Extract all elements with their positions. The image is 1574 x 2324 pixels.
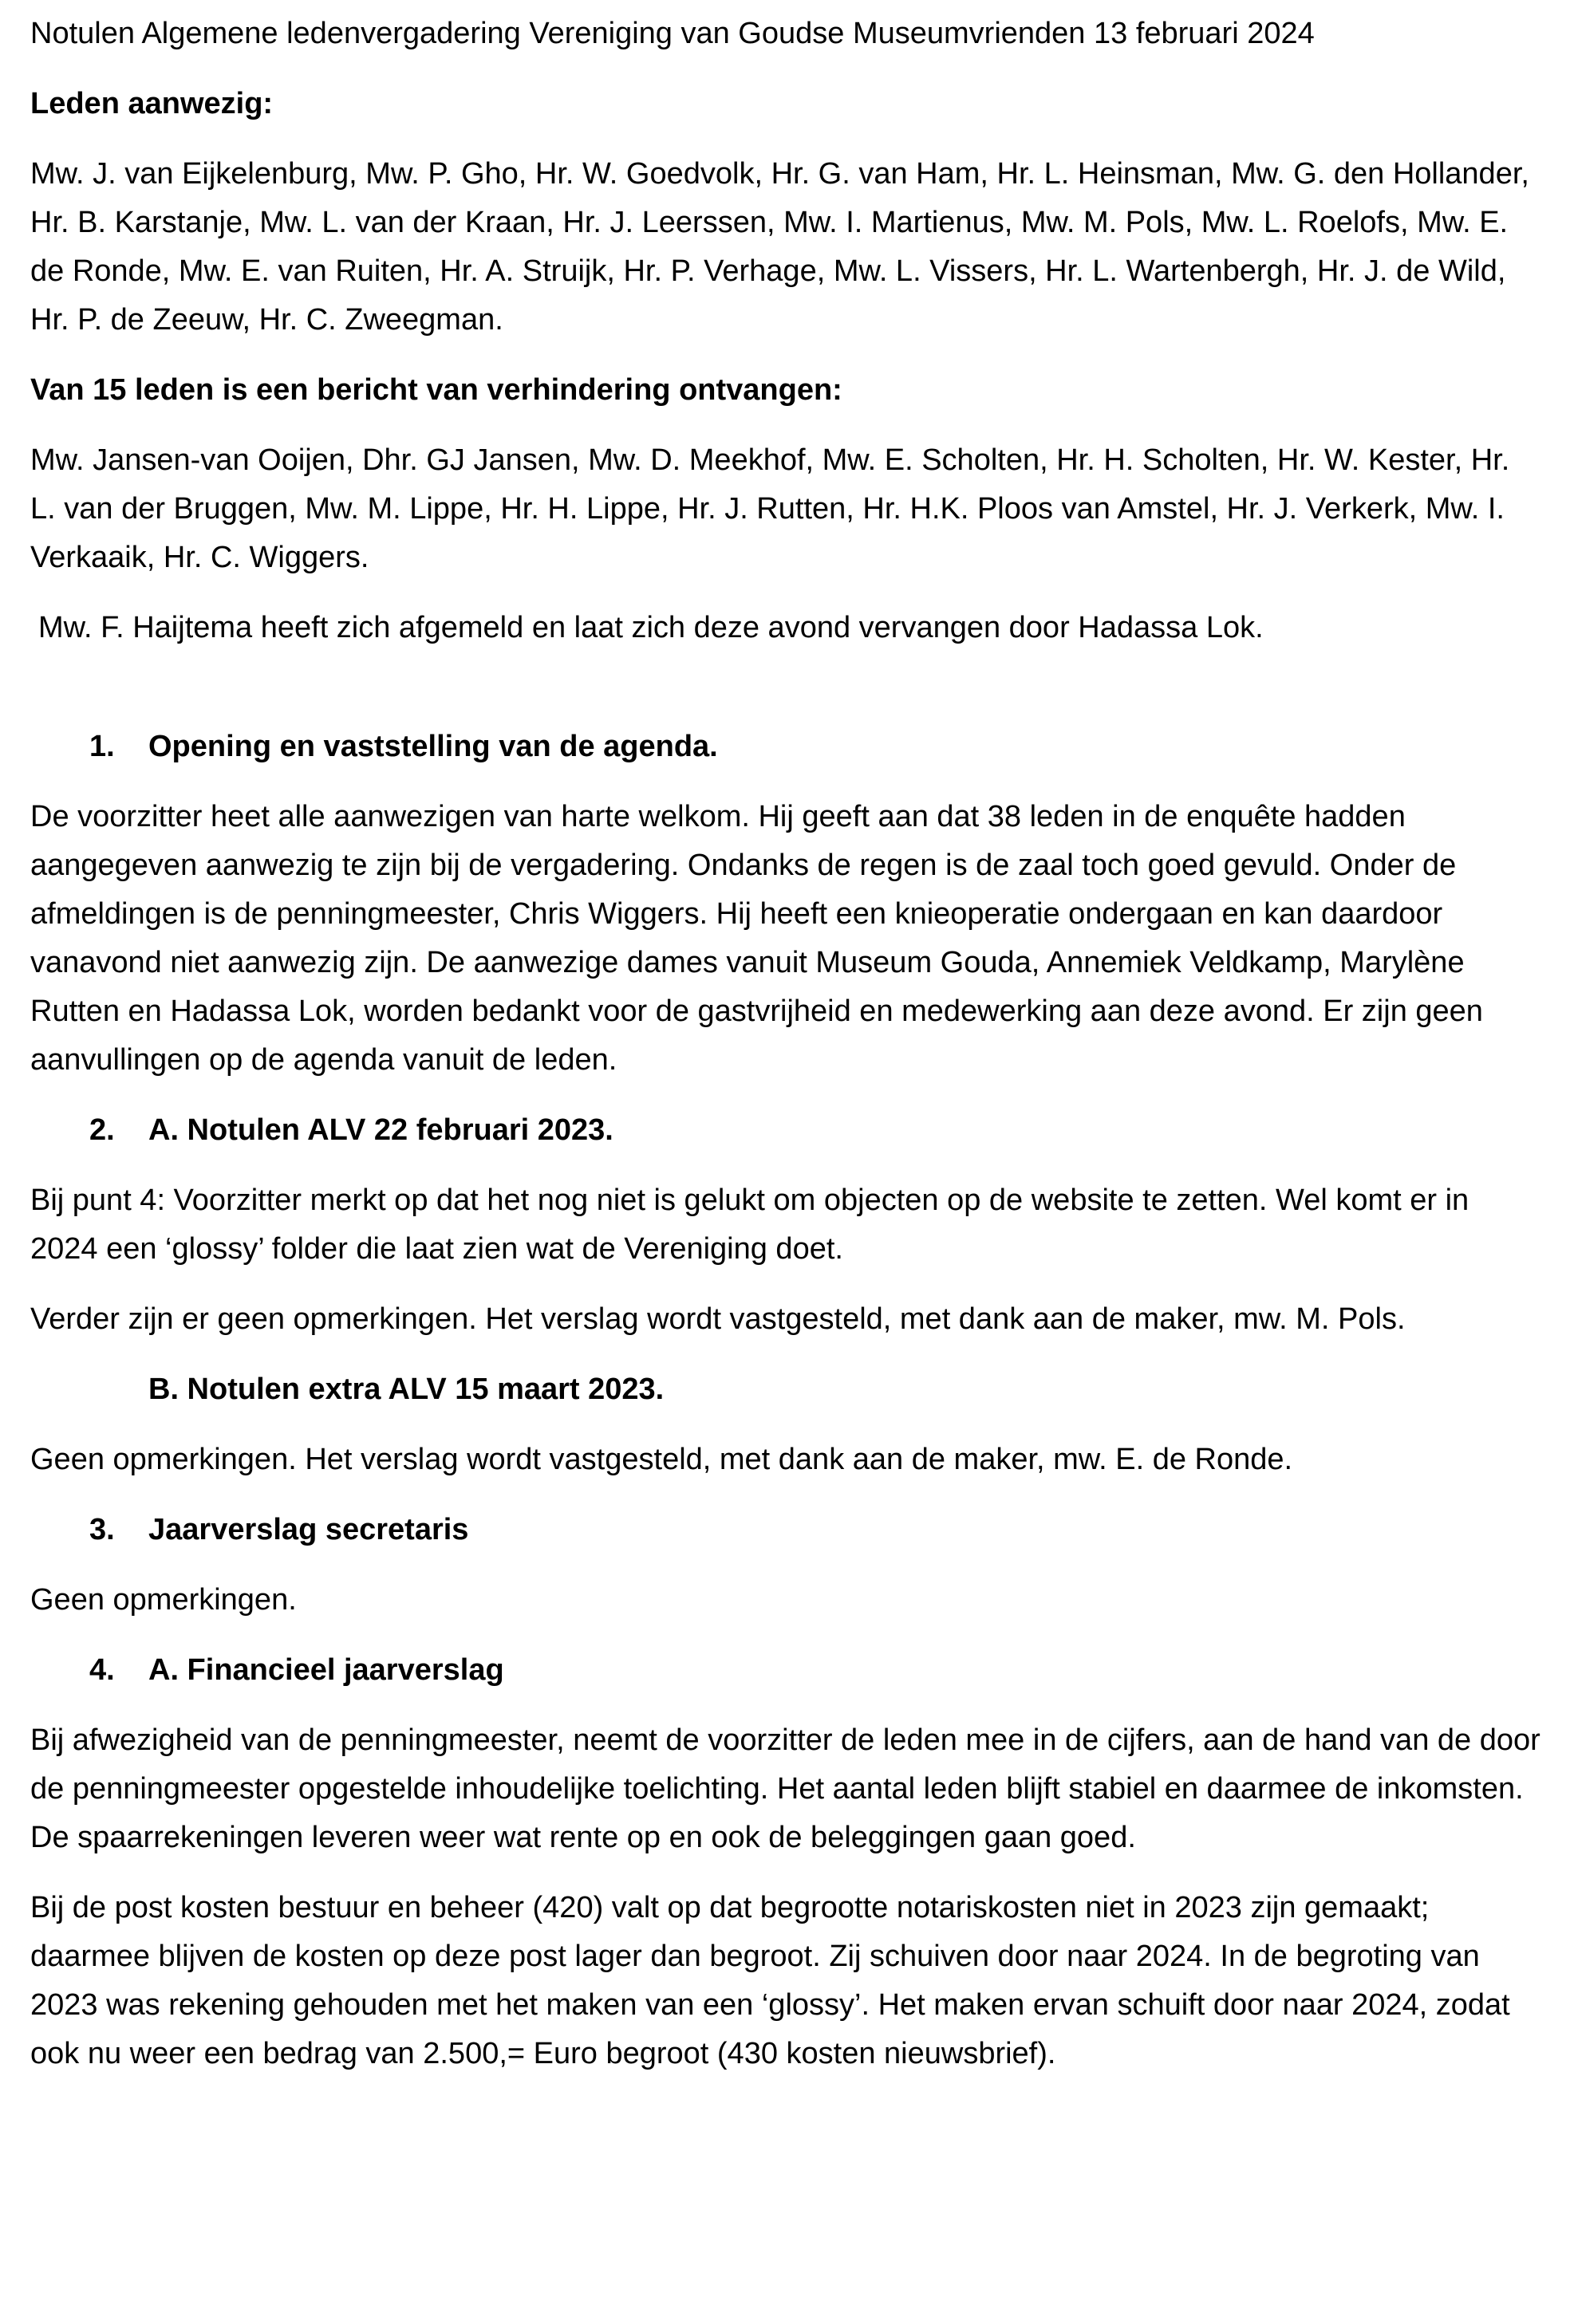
item-4-number: 4. [89, 1653, 115, 1687]
item-1-heading [30, 723, 1542, 771]
item-2-title: A. Notulen ALV 22 februari 2023. [148, 1113, 613, 1147]
item-4-text-1: Bij afwezigheid van de penningmeester, neemt de voorzitter de leden mee in de cijfers, aan de hand van de door de penningmeester opgestelde inhoudelijke toelichting. Het aantal leden blijft stabiel en daarmee de inkomsten. De spaarrekeningen leveren weer wat rente op en ook de beleggingen gaan goed. [30, 1723, 1540, 1854]
present-list: Mw. J. van Eijkelenburg, Mw. P. Gho, Hr. W. Goedvolk, Hr. G. van Ham, Hr. L. Heinsman, Mw. G. den Hollander, Hr. B. Karstanje, Mw. L. van der Kraan, Hr. J. Leerssen, Mw. I. Martienus, Mw. M. Pols, Mw. L. Roelofs, Mw. E. de Ronde, Mw. E. van Ruiten, Hr. A. Struijk, Hr. P. Verhage, Mw. L. Vissers, Hr. L. Wartenbergh, Hr. J. de Wild, Hr. P. de Zeeuw, Hr. C. Zweegman. [30, 157, 1529, 337]
item-2b-text: Geen opmerkingen. Het verslag wordt vastgesteld, met dank aan de maker, mw. E. de Ronde. [30, 1443, 1293, 1476]
item-2-number: 2. [89, 1113, 115, 1147]
item-3-text: Geen opmerkingen. [30, 1583, 297, 1617]
absent-note: Mw. F. Haijtema heeft zich afgemeld en laat zich deze avond vervangen door Hadassa Lok. [38, 611, 1264, 644]
item-2-text-2: Verder zijn er geen opmerkingen. Het verslag wordt vastgesteld, met dank aan de maker, mw. M. Pols. [30, 1302, 1406, 1336]
item-4-text-2: Bij de post kosten bestuur en beheer (420) valt op dat begrootte notariskosten niet in 2023 zijn gemaakt; daarmee blijven de kosten op deze post lager dan begroot. Zij schuiven door naar 2024. In de begroting van 2023 was rekening gehouden met het maken van een ‘glossy’. Het maken ervan schuift door naar 2024, zodat ook nu weer een bedrag van 2.500,= Euro begroot (430 kosten nieuwsbrief). [30, 1891, 1510, 2070]
item-4-title: A. Financieel jaarverslag [148, 1653, 504, 1687]
item-2-text-1: Bij punt 4: Voorzitter merkt op dat het nog niet is gelukt om objecten op de website te zetten. Wel komt er in 2024 een ‘glossy’ folder die laat zien wat de Vereniging doet. [30, 1184, 1469, 1266]
item-2-heading [30, 1106, 1542, 1155]
item-3-heading [30, 1506, 1542, 1554]
absent-list: Mw. Jansen-van Ooijen, Dhr. GJ Jansen, Mw. D. Meekhof, Mw. E. Scholten, Hr. H. Scholten, Hr. W. Kester, Hr. L. van der Bruggen, Mw. M. Lippe, Hr. H. Lippe, Hr. J. Rutten, Hr. H.K. Ploos van Amstel, Hr. J. Verkerk, Mw. I. Verkaaik, Hr. C. Wiggers. [30, 443, 1510, 574]
item-3-title: Jaarverslag secretaris [148, 1513, 469, 1546]
item-1-title: Opening en vaststelling van de agenda. [148, 730, 718, 763]
item-3-number: 3. [89, 1513, 115, 1546]
item-4-heading [30, 1646, 1542, 1695]
document-title: Notulen Algemene ledenvergadering Vereniging van Goudse Museumvrienden 13 februari 2024 [30, 17, 1315, 50]
present-heading: Leden aanwezig: [30, 87, 274, 120]
item-2b-heading [30, 1365, 1542, 1414]
item-1-text: De voorzitter heet alle aanwezigen van harte welkom. Hij geeft aan dat 38 leden in de enquête hadden aangegeven aanwezig te zijn bij de vergadering. Ondanks de regen is de zaal toch goed gevuld. Onder de afmeldingen is de penningmeester, Chris Wiggers. Hij heeft een knieoperatie ondergaan en kan daardoor vanavond niet aanwezig zijn. De aanwezige dames vanuit Museum Gouda, Annemiek Veldkamp, Marylène Rutten en Hadassa Lok, worden bedankt voor de gastvrijheid en medewerking aan deze avond. Er zijn geen aanvullingen op de agenda vanuit de leden. [30, 800, 1483, 1077]
section-spacer [30, 652, 1542, 723]
absent-heading: Van 15 leden is een bericht van verhindering ontvangen: [30, 373, 842, 407]
item-1-number: 1. [89, 730, 115, 763]
item-2b-title: B. Notulen extra ALV 15 maart 2023. [148, 1373, 665, 1406]
